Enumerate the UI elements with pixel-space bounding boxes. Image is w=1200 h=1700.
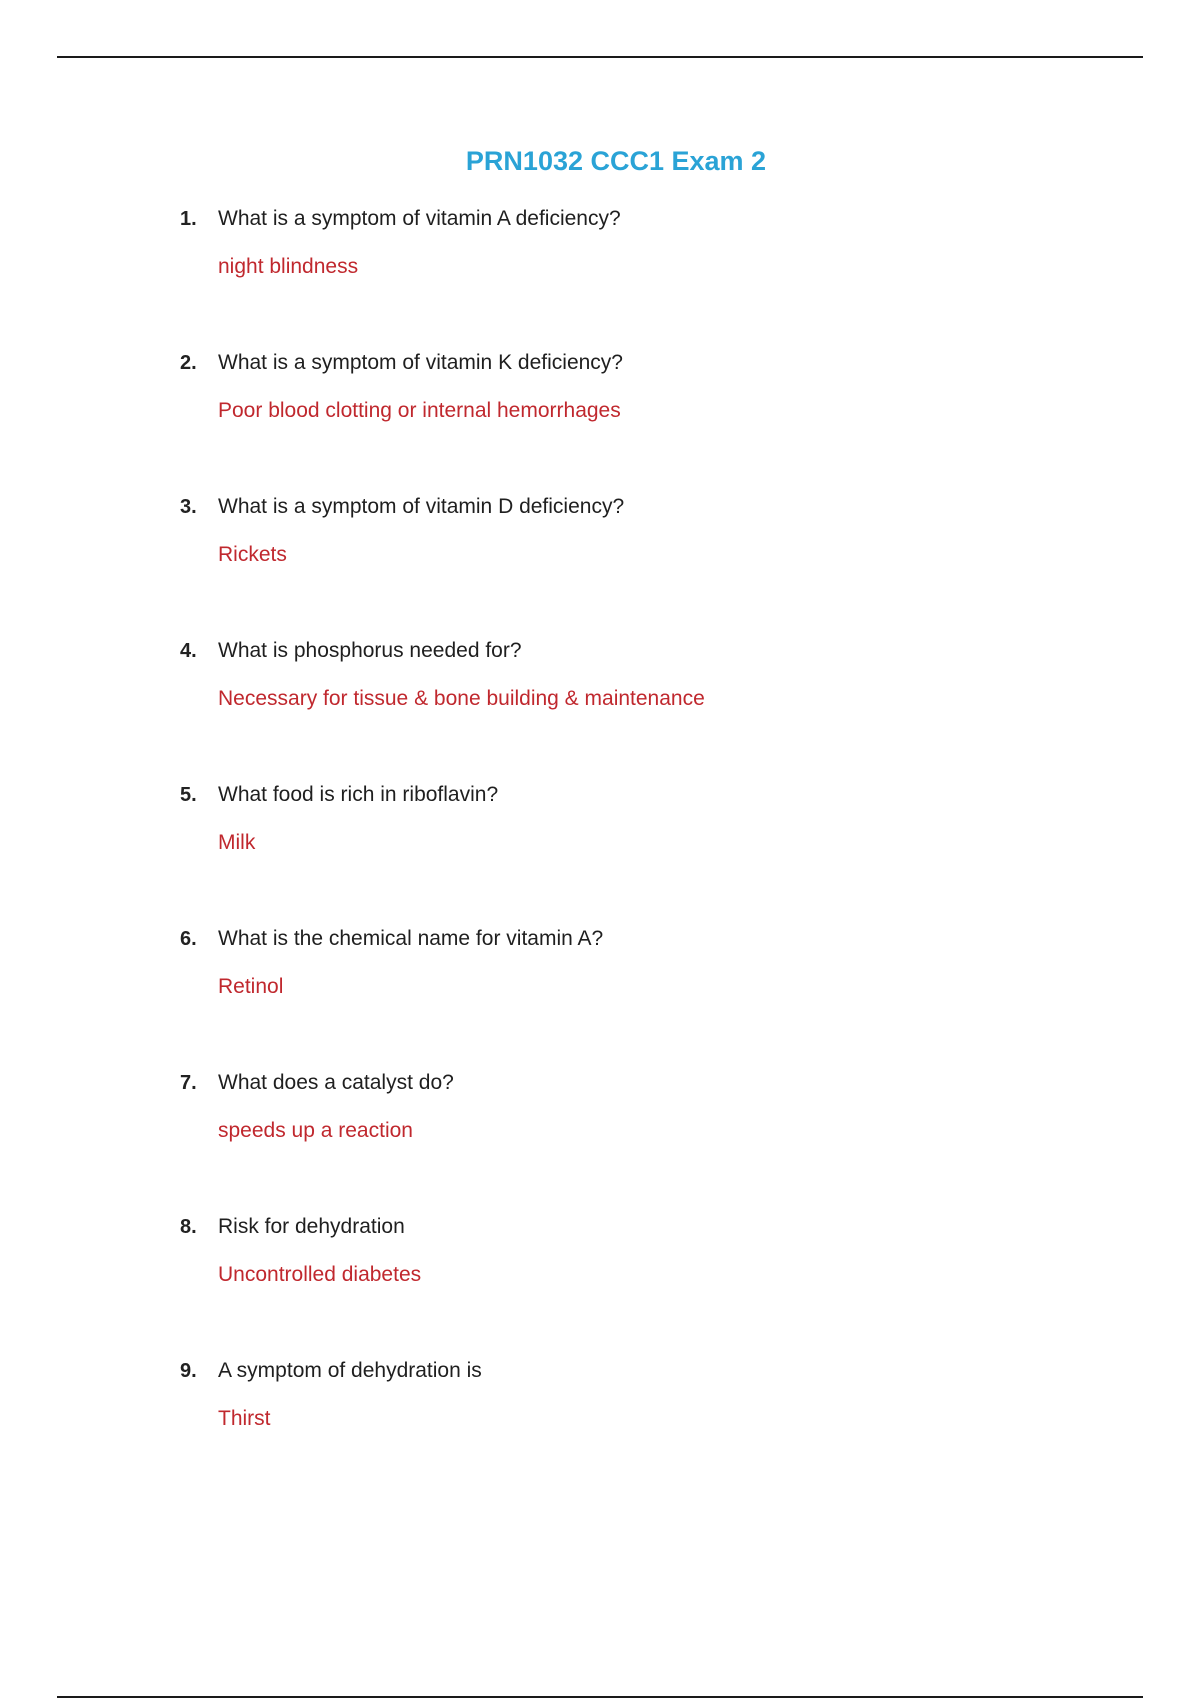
header-rule bbox=[57, 56, 1143, 58]
answer-text: speeds up a reaction bbox=[218, 1119, 413, 1142]
footer-rule bbox=[57, 1696, 1143, 1698]
list-item bbox=[180, 348, 1080, 492]
question-number: 4. bbox=[180, 640, 197, 662]
question-text: What food is rich in riboflavin? bbox=[218, 783, 499, 806]
question-number: 2. bbox=[180, 352, 197, 374]
page-title: PRN1032 CCC1 Exam 2 bbox=[465, 146, 767, 176]
question-number: 1. bbox=[180, 208, 197, 230]
question-number: 7. bbox=[180, 1072, 197, 1094]
question-number: 8. bbox=[180, 1216, 197, 1238]
list-item bbox=[180, 1356, 1080, 1500]
question-text: What is the chemical name for vitamin A? bbox=[218, 927, 604, 950]
list-item bbox=[180, 1068, 1080, 1212]
question-number: 9. bbox=[180, 1360, 197, 1382]
question-text: What is a symptom of vitamin A deficiency? bbox=[218, 207, 621, 230]
list-item bbox=[180, 924, 1080, 1068]
question-text: What is phosphorus needed for? bbox=[218, 639, 522, 662]
question-number: 5. bbox=[180, 784, 197, 806]
list-item bbox=[180, 780, 1080, 924]
question-text: What does a catalyst do? bbox=[218, 1071, 454, 1094]
answer-text: Thirst bbox=[218, 1407, 271, 1430]
answer-text: night blindness bbox=[218, 255, 359, 278]
question-text: What is a symptom of vitamin D deficiency? bbox=[218, 495, 625, 518]
question-number: 6. bbox=[180, 928, 197, 950]
question-text: Risk for dehydration bbox=[218, 1215, 405, 1238]
list-item bbox=[180, 636, 1080, 780]
question-list bbox=[180, 204, 1080, 1500]
answer-text: Milk bbox=[218, 831, 256, 854]
answer-text: Retinol bbox=[218, 975, 284, 998]
answer-text: Poor blood clotting or internal hemorrhages bbox=[218, 399, 621, 422]
answer-text: Rickets bbox=[218, 543, 287, 566]
answer-text: Uncontrolled diabetes bbox=[218, 1263, 422, 1286]
question-text: A symptom of dehydration is bbox=[218, 1359, 482, 1382]
answer-text: Necessary for tissue & bone building & maintenance bbox=[218, 687, 705, 710]
question-number: 3. bbox=[180, 496, 197, 518]
list-item bbox=[180, 492, 1080, 636]
list-item bbox=[180, 204, 1080, 348]
list-item bbox=[180, 1212, 1080, 1356]
question-text: What is a symptom of vitamin K deficiency? bbox=[218, 351, 623, 374]
